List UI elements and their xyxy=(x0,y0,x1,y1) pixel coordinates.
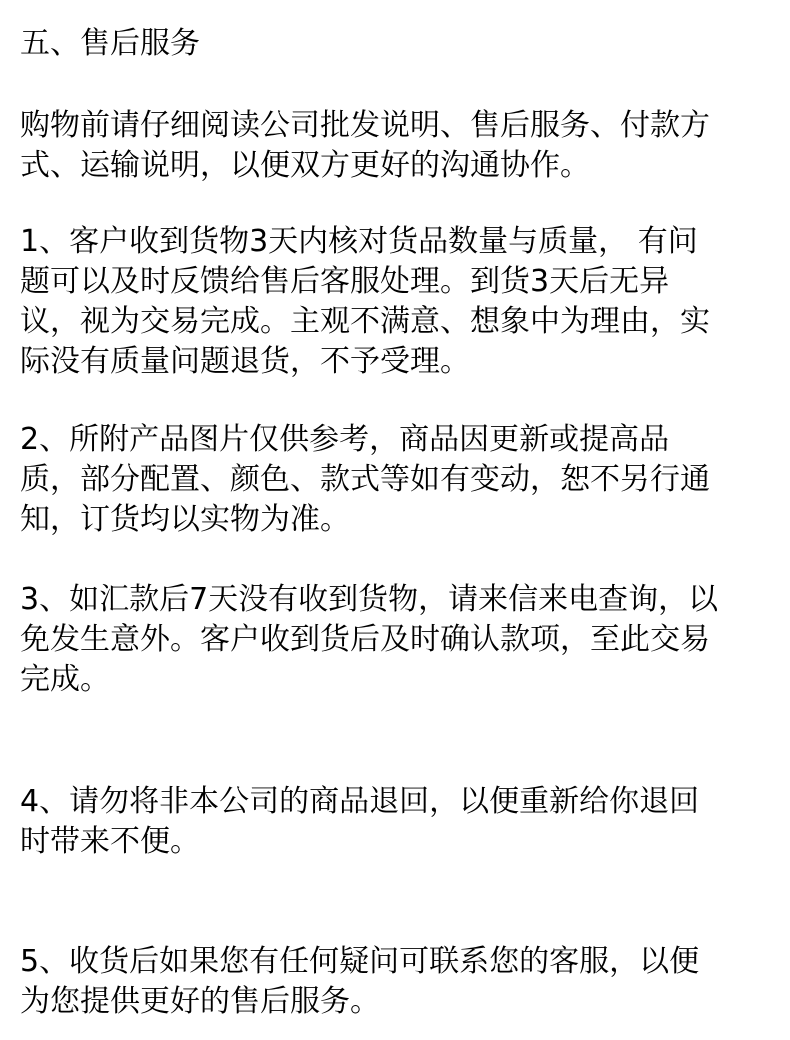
policy-item-1-line: 1、客户收到货物3天内核对货品数量与质量， 有问 xyxy=(20,224,698,259)
policy-item-1 xyxy=(20,222,770,382)
policy-item-2-line: 2、所附产品图片仅供参考，商品因更新或提高品 xyxy=(20,422,670,457)
policy-item-3-line: 3、如汇款后7天没有收到货物，请来信来电查询，以 xyxy=(20,582,719,617)
policy-item-5 xyxy=(20,942,770,1022)
section-title: 五、售后服务 xyxy=(20,26,200,61)
policy-item-3 xyxy=(20,580,770,700)
intro-paragraph xyxy=(20,106,770,186)
policy-item-2-line: 质，部分配置、颜色、款式等如有变动，恕不另行通 xyxy=(20,462,710,497)
policy-item-1-line: 议，视为交易完成。主观不满意、想象中为理由，实 xyxy=(20,304,710,339)
policy-item-4-line: 时带来不便。 xyxy=(20,824,200,859)
policy-item-3-line: 完成。 xyxy=(20,662,110,697)
intro-line: 购物前请仔细阅读公司批发说明、售后服务、付款方 xyxy=(20,108,710,143)
policy-item-2 xyxy=(20,420,770,540)
policy-item-3-line: 免发生意外。客户收到货后及时确认款项，至此交易 xyxy=(20,622,710,657)
policy-item-5-line: 为您提供更好的售后服务。 xyxy=(20,984,380,1019)
intro-line: 式、运输说明，以便双方更好的沟通协作。 xyxy=(20,148,590,183)
policy-item-4-line: 4、请勿将非本公司的商品退回，以便重新给你退回 xyxy=(20,784,700,819)
policy-item-1-line: 题可以及时反馈给售后客服处理。到货3天后无异 xyxy=(20,264,670,299)
policy-item-1-line: 际没有质量问题退货，不予受理。 xyxy=(20,344,470,379)
policy-item-5-line: 5、收货后如果您有任何疑问可联系您的客服，以便 xyxy=(20,944,700,979)
policy-item-4 xyxy=(20,782,770,862)
policy-item-2-line: 知，订货均以实物为准。 xyxy=(20,502,350,537)
